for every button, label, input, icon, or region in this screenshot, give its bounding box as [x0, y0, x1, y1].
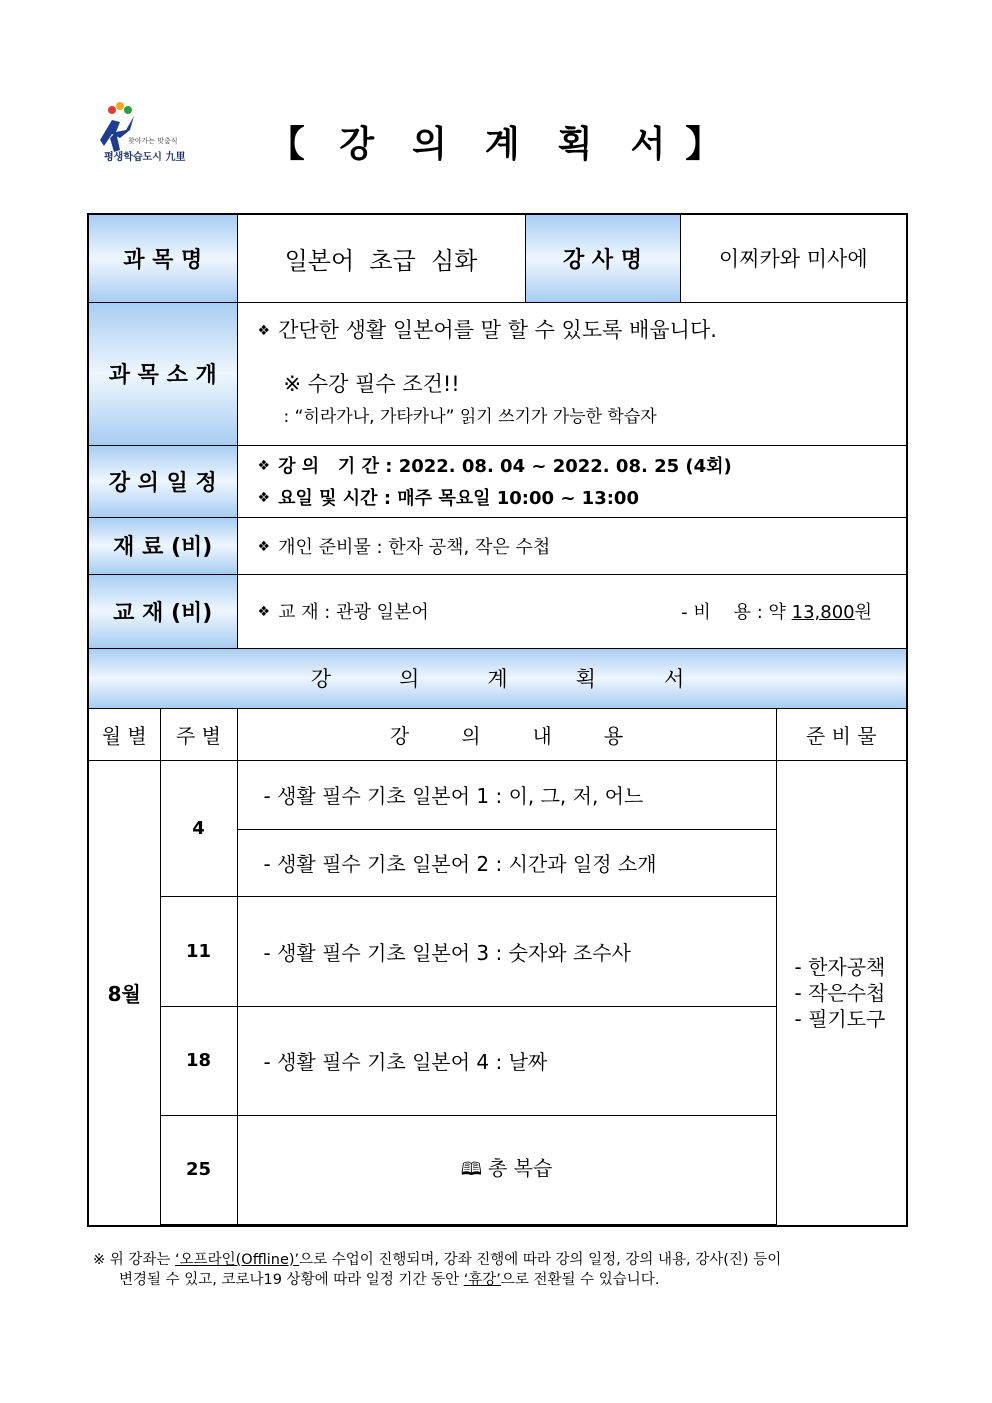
logo-name: 평생학습도시 九里 — [104, 152, 186, 163]
teacher-value: 이찌카와 미사에 — [680, 214, 907, 302]
material-label: 재 료 (비) — [88, 517, 237, 574]
intro-label: 과 목 소 개 — [88, 302, 237, 445]
schedule-line-2 — [258, 484, 907, 510]
note-text: 변경될 수 있고, 코로나19 상황에 따라 일정 기간 동안 — [119, 1272, 464, 1288]
title-char: 획 — [557, 124, 595, 165]
footnote-line-2 — [93, 1270, 908, 1290]
diamond-bullet-icon: ❖ — [257, 323, 271, 339]
footnote-line-1 — [93, 1250, 908, 1270]
title-close-bracket: 】 — [685, 124, 724, 165]
title-char: 계 — [484, 124, 522, 165]
prep-item: - 한자공책 — [794, 954, 886, 979]
content-header-char: 내 — [532, 723, 552, 748]
content-header-char: 용 — [603, 723, 624, 748]
textbook-value: 교 재 : 관광 일본어 — [278, 602, 429, 623]
week-cell: 4 — [160, 760, 237, 896]
col-week-header: 주 별 — [160, 708, 237, 760]
cost-unit: 원 — [854, 602, 873, 623]
schedule-label: 강 의 일 정 — [88, 445, 237, 517]
content-row: - 생활 필수 기초 일본어 2 : 시간과 일정 소개 — [237, 829, 776, 896]
diamond-bullet-icon: ❖ — [257, 604, 271, 620]
spacer — [160, 1224, 776, 1226]
prep-cell — [776, 760, 907, 1226]
section-char: 획 — [575, 667, 596, 691]
section-char: 서 — [663, 667, 685, 691]
note-text: 으로 전환될 수 있습니다. — [500, 1272, 660, 1288]
textbook-cell — [237, 574, 907, 648]
intro-line-1 — [258, 314, 907, 344]
section-char: 의 — [399, 667, 420, 691]
col-content-header — [237, 708, 776, 760]
content-header-char: 의 — [461, 723, 481, 748]
subject-value: 일본어 초급 심화 — [237, 214, 525, 302]
intro-text: 간단한 생활 일본어를 말 할 수 있도록 배웁니다. — [278, 318, 717, 342]
title-char: 서 — [630, 124, 668, 165]
content-row: - 생활 필수 기초 일본어 3 : 숫자와 조수사 — [237, 896, 776, 1006]
note-text: 으로 수업이 진행되며, 강좌 진행에 따라 강의 일정, 강의 내용, 강사(진) 등이 — [299, 1252, 782, 1268]
schedule-time: 요일 및 시간 : 매주 목요일 10:00 ~ 13:00 — [278, 488, 639, 509]
diamond-bullet-icon: ❖ — [257, 490, 271, 506]
cost-value: 13,800 — [791, 602, 855, 623]
page-title — [0, 116, 992, 167]
schedule-cell — [237, 445, 907, 517]
cost-label: - 비 용 : 약 — [681, 602, 792, 623]
title-char: 의 — [412, 124, 449, 165]
review-text: 총 복습 — [487, 1156, 553, 1180]
prep-item: - 필기도구 — [794, 1006, 886, 1031]
textbook-label: 교 재 (비) — [88, 574, 237, 648]
schedule-line-1 — [258, 452, 907, 478]
content-row: - 생활 필수 기초 일본어 4 : 날짜 — [237, 1006, 776, 1115]
col-prep-header: 준 비 물 — [776, 708, 907, 760]
title-char: 강 — [339, 124, 377, 165]
title-open-bracket: 【 — [268, 124, 307, 165]
note-mark: ※ — [93, 1252, 106, 1268]
lecture-plan-table — [87, 213, 908, 1227]
material-value: 개인 준비물 : 한자 공책, 작은 수첩 — [278, 536, 551, 558]
schedule-period: 강 의 기 간 : 2022. 08. 04 ~ 2022. 08. 25 (4회) — [278, 456, 732, 477]
content-header-char: 강 — [389, 723, 410, 748]
logo-tagline: 찾아가는 맞춤식 — [128, 137, 178, 145]
week-cell: 11 — [160, 896, 237, 1006]
week-cell: 18 — [160, 1006, 237, 1115]
intro-line-3: : “히라가나, 가타카나” 읽기 쓰기가 가능한 학습자 — [283, 407, 657, 427]
prep-item: - 작은수첩 — [794, 980, 886, 1005]
footnote — [93, 1250, 908, 1290]
note-text: 위 강좌는 — [109, 1252, 176, 1268]
note-offline: ‘오프라인(Offline)’ — [175, 1252, 300, 1268]
subject-label: 과 목 명 — [88, 214, 237, 302]
teacher-label: 강 사 명 — [525, 214, 680, 302]
intro-line-2: ※ 수강 필수 조건!! — [283, 372, 460, 396]
book-icon: 🕮 — [460, 1159, 482, 1180]
plan-section-title — [88, 648, 907, 708]
section-char: 계 — [487, 667, 508, 691]
month-cell: 8월 — [88, 760, 160, 1226]
diamond-bullet-icon: ❖ — [257, 538, 271, 555]
material-cell — [237, 517, 907, 574]
note-closure: ‘휴강’ — [463, 1272, 501, 1288]
col-month-header: 월 별 — [88, 708, 160, 760]
content-row: - 생활 필수 기초 일본어 1 : 이, 그, 저, 어느 — [237, 760, 776, 829]
week-cell: 25 — [160, 1115, 237, 1224]
section-char: 강 — [310, 667, 332, 691]
intro-cell — [237, 302, 907, 445]
cost-text — [681, 598, 872, 624]
diamond-bullet-icon: ❖ — [257, 458, 271, 474]
content-row — [237, 1115, 776, 1224]
